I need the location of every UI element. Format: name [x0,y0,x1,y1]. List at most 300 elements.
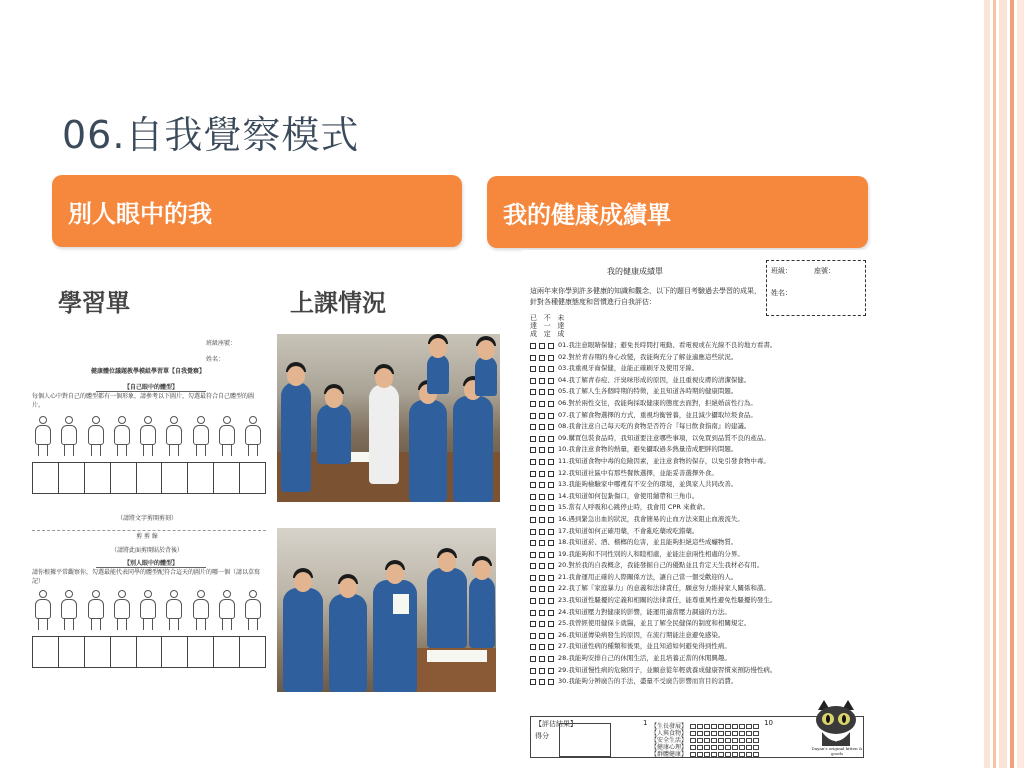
eval-cell[interactable] [697,724,703,729]
checkbox-icon[interactable] [548,355,554,361]
checkbox-icon[interactable] [548,610,554,616]
checkbox-icon[interactable] [539,540,545,546]
checkbox-icon[interactable] [539,389,545,395]
checkbox-icon[interactable] [548,366,554,372]
report-item-checkboxes[interactable] [530,398,554,410]
checkbox-icon[interactable] [530,389,536,395]
eval-cell[interactable] [718,724,724,729]
report-seat-label: 座號： [814,267,835,275]
checkbox-icon[interactable] [548,679,554,685]
eval-category-label: 【安全生活】 [651,737,688,744]
body-figure-icon [216,590,238,630]
worksheet-cut-label: 剪 剪 線 [136,533,158,540]
eval-cell[interactable] [704,724,710,729]
report-item [530,410,870,422]
checkbox-icon[interactable] [530,656,536,662]
eval-category-label: 【生長發展】 [651,723,688,730]
checkbox-icon[interactable] [539,459,545,465]
checkbox-icon[interactable] [548,598,554,604]
slide-title: 06.自我覺察模式 [62,113,360,157]
worksheet-figures-1 [32,416,264,458]
eval-cell[interactable] [704,738,710,743]
checkbox-icon[interactable] [530,471,536,477]
body-figure-icon [58,416,80,456]
worksheet-note1: （請將文字剪開剪刻） [116,515,177,522]
checkbox-icon[interactable] [530,540,536,546]
eval-category-label: 【健康心理】 [651,744,688,751]
report-item-text: 13.我能夠檢驗家中哪裡有不安全的環境，並與家人共同改善。 [558,480,738,489]
eval-cell[interactable] [725,745,731,750]
worksheet-sub1: 【自己眼中的體型】 [96,382,206,392]
eval-cell[interactable] [739,731,745,736]
eval-category-cells[interactable] [690,724,759,729]
checkbox-icon[interactable] [539,436,545,442]
checkbox-icon[interactable] [548,668,554,674]
report-item [530,456,870,468]
report-item-text: 21.我會運用正確的人際關係方法，讓自己當一個受歡迎的人。 [558,572,738,581]
report-item [530,572,870,584]
eval-cell[interactable] [739,738,745,743]
checkbox-icon[interactable] [539,355,545,361]
checkbox-icon[interactable] [539,529,545,535]
checkbox-icon[interactable] [539,679,545,685]
label-class-situation: 上課情況 [290,289,386,317]
eval-category [651,751,759,758]
checkbox-icon[interactable] [530,494,536,500]
eval-cell[interactable] [704,731,710,736]
checkbox-icon[interactable] [548,621,554,627]
checkbox-icon[interactable] [539,447,545,453]
checkbox-icon[interactable] [539,621,545,627]
checkbox-icon[interactable] [530,355,536,361]
report-item [530,549,870,561]
eval-cell[interactable] [746,731,752,736]
checkbox-icon[interactable] [539,343,545,349]
eval-cell[interactable] [697,745,703,750]
checkbox-icon[interactable] [539,644,545,650]
class-photo-1 [277,334,500,502]
report-item-checkboxes[interactable] [530,375,554,387]
checkbox-icon[interactable] [530,529,536,535]
body-figure-icon [137,416,159,456]
worksheet-text1: 每個人心中對自己的體型都有一個形象，請參考以下圖片，勾選最符合自己體型的圖片。 [32,393,255,409]
report-name-label: 姓名： [771,289,792,297]
eval-cell[interactable] [718,738,724,743]
report-intro: 這兩年來你學到許多健康的知識和觀念，以下的題目考驗過去學習的成果，針對各種健康態度和習慣進行自我評估： [530,287,761,306]
checkbox-icon[interactable] [530,482,536,488]
report-item-text: 18.我知道菸、酒、檳榔的危害，並且能夠拒絕這些成癮物質。 [558,538,738,547]
report-item-text: 02.對於青春期的身心改變，我能夠充分了解並適應這些狀況。 [558,352,738,361]
checkbox-icon[interactable] [539,505,545,511]
worksheet-heading: 健康體位議題教學模組學習單【自我覺察】 [90,368,205,375]
report-item [530,641,870,653]
report-item-text: 24.我知道壓力對健康的影響，能運用適當壓力調適的方法。 [558,607,731,616]
checkbox-icon[interactable] [548,529,554,535]
checkbox-icon[interactable] [539,413,545,419]
checkbox-icon[interactable] [530,413,536,419]
pill-health-report-label: 我的健康成績單 [503,200,671,229]
worksheet-info [206,336,236,368]
checkbox-icon[interactable] [530,378,536,384]
checkbox-icon[interactable] [548,517,554,523]
checkbox-icon[interactable] [548,424,554,430]
eval-cell[interactable] [725,731,731,736]
checkbox-icon[interactable] [530,366,536,372]
report-item-checkboxes[interactable] [530,502,554,514]
body-figure-icon [32,590,54,630]
eval-cell[interactable] [711,731,717,736]
report-item-text: 15.當有人呼吸和心跳停止時，我會用 CPR 來救命。 [558,503,709,512]
checkbox-icon[interactable] [539,482,545,488]
report-item [530,468,870,480]
eval-cell[interactable] [746,724,752,729]
eval-category-cells[interactable] [690,731,759,736]
eval-cell[interactable] [690,731,696,736]
checkbox-icon[interactable] [548,633,554,639]
eval-category [651,744,759,751]
checkbox-icon[interactable] [548,343,554,349]
report-item-checkboxes[interactable] [530,537,554,549]
report-item-text: 11.我知道食物中毒的危險因素，並注意食物的保存，以免引發食物中毒。 [558,456,770,465]
checkbox-icon[interactable] [530,517,536,523]
worksheet-text2: 請你根據平常觀察你，勾選最能代表同學的體型配符合這天的圖片的哪一個（請以草寫記） [32,569,261,585]
col-head: 不 [543,314,551,322]
checkbox-icon[interactable] [530,575,536,581]
checkbox-icon[interactable] [539,471,545,477]
eval-cell[interactable] [704,752,710,757]
report-item-checkboxes[interactable] [530,386,554,398]
eval-cell[interactable] [718,752,724,757]
report-item-text: 07.我了解食物選擇的方式，重視均衡營養，並且減少攝取垃圾食品。 [558,410,757,419]
report-item-checkboxes[interactable] [530,572,554,584]
eval-cell[interactable] [725,738,731,743]
report-item-checkboxes[interactable] [530,491,554,503]
report-item-text: 17.我知道如何正確用藥，不會亂吃藥或吃錯藥。 [558,526,699,535]
checkbox-icon[interactable] [548,459,554,465]
checkbox-icon[interactable] [539,378,545,384]
checkbox-icon[interactable] [530,679,536,685]
eval-cell[interactable] [732,738,738,743]
eval-cell[interactable] [746,738,752,743]
eval-cell[interactable] [746,745,752,750]
report-item [530,676,870,688]
eval-cell[interactable] [732,724,738,729]
eval-category-cells[interactable] [690,738,759,743]
report-item-checkboxes[interactable] [530,618,554,630]
checkbox-icon[interactable] [539,366,545,372]
checkbox-icon[interactable] [548,482,554,488]
eval-cell[interactable] [718,745,724,750]
checkbox-icon[interactable] [548,540,554,546]
eval-cell[interactable] [753,752,759,757]
report-item [530,583,870,595]
eval-category [651,723,759,730]
report-item-checkboxes[interactable] [530,421,554,433]
report-item [530,491,870,503]
health-report-card [522,250,872,762]
col-head: 定 [543,330,551,338]
eval-cell[interactable] [753,738,759,743]
eval-scale-right: 10 [764,719,773,727]
body-figure-icon [216,416,238,456]
eval-cell[interactable] [739,745,745,750]
report-item-checkboxes[interactable] [530,468,554,480]
report-item [530,363,870,375]
col-head: 已 [530,314,537,322]
report-item-checkboxes[interactable] [530,630,554,642]
report-item-text: 05.我了解人生各個時期的特徵，並且知道各時期的健康問題。 [558,387,738,396]
pill-health-report [487,176,868,248]
eval-cell[interactable] [690,752,696,757]
eval-score-label: 得分 [535,732,549,740]
report-item-text: 04.我了解青春痘、汗臭味形成的原因，並且重視皮膚的清潔保健。 [558,375,751,384]
report-item-text: 09.購買包裝食品時，我知道要注意哪些事項，以免買到品質不良的產品。 [558,433,770,442]
worksheet-image [26,330,271,705]
checkbox-icon[interactable] [539,586,545,592]
report-item-checkboxes[interactable] [530,363,554,375]
eval-cell[interactable] [711,724,717,729]
checkbox-icon[interactable] [539,424,545,430]
checkbox-icon[interactable] [548,389,554,395]
checkbox-icon[interactable] [530,610,536,616]
eval-scale-left: 1 [643,719,648,727]
checkbox-icon[interactable] [548,413,554,419]
report-item [530,340,870,352]
eval-cell[interactable] [690,724,696,729]
report-item [530,618,870,630]
eval-cell[interactable] [725,724,731,729]
checkbox-icon[interactable] [539,668,545,674]
checkbox-icon[interactable] [530,401,536,407]
report-item [530,665,870,677]
checkbox-icon[interactable] [539,633,545,639]
report-item-checkboxes[interactable] [530,595,554,607]
report-item-checkboxes[interactable] [530,583,554,595]
report-item [530,444,870,456]
checkbox-icon[interactable] [530,459,536,465]
body-figure-icon [111,590,133,630]
report-item-text: 10.我會注意食物的熱量，避免攝取過多熱量造成肥胖的問題。 [558,445,738,454]
body-figure-icon [85,416,107,456]
checkbox-icon[interactable] [548,378,554,384]
cat-icon [808,698,864,748]
checkbox-icon[interactable] [530,598,536,604]
eval-cell[interactable] [739,724,745,729]
eval-cell[interactable] [732,752,738,757]
body-figure-icon [85,590,107,630]
eval-title: 【評估結果】 [535,720,577,728]
worksheet-class-label: 班級座號： [206,340,237,347]
report-item-text: 28.我能夠安排自己的休閒生活，並且培養正當的休閒興趣。 [558,654,731,663]
body-figure-icon [190,416,212,456]
eval-category-label: 【群體健康】 [651,751,688,758]
report-item [530,479,870,491]
eval-cell[interactable] [732,745,738,750]
checkbox-icon[interactable] [530,644,536,650]
eval-category [651,730,759,737]
report-item [530,375,870,387]
report-title: 我的健康成績單 [607,267,663,276]
checkbox-icon[interactable] [548,436,554,442]
report-item-text: 30.我能夠分辨廣告的手法，盡量不受廣告影響而盲目的消費。 [558,677,738,686]
eval-cell[interactable] [739,752,745,757]
report-item [530,653,870,665]
checkbox-icon[interactable] [530,447,536,453]
checkbox-icon[interactable] [530,505,536,511]
eval-cell[interactable] [746,752,752,757]
report-item [530,607,870,619]
checkbox-icon[interactable] [548,494,554,500]
col-head: 達 [557,322,565,330]
checkbox-icon[interactable] [548,447,554,453]
body-figure-icon [32,416,54,456]
col-head: 成 [530,330,537,338]
report-item-checkboxes[interactable] [530,456,554,468]
report-item-text: 22.我了解『家庭暴力』的意義和法律責任，願意努力維持家人關係和諧。 [558,584,770,593]
eval-cell[interactable] [697,738,703,743]
report-item-text: 14.我知道如何包紮傷口，會使用繃帶和三角巾。 [558,491,699,500]
class-photo-2 [277,528,496,692]
report-item-checkboxes[interactable] [530,479,554,491]
eval-cell[interactable] [697,752,703,757]
report-item-checkboxes[interactable] [530,433,554,445]
eval-category [651,737,759,744]
report-item-checkboxes[interactable] [530,641,554,653]
report-item-checkboxes[interactable] [530,607,554,619]
cat-logo-caption: Dayan's original kitten & goods [811,746,863,756]
report-item-checkboxes[interactable] [530,676,554,688]
checkbox-icon[interactable] [548,471,554,477]
report-item-checkboxes[interactable] [530,410,554,422]
report-item-text: 08.我會注意自己每天吃的食物是否符合『每日飲食指南』的建議。 [558,422,751,431]
checkbox-icon[interactable] [530,436,536,442]
checkbox-icon[interactable] [530,424,536,430]
eval-category-label: 【人與食物】 [651,730,688,737]
report-item-checkboxes[interactable] [530,526,554,538]
checkbox-icon[interactable] [539,401,545,407]
report-item-text: 01.我注意眼睛保健；避免長時間打電動、看電視或在光線不良的地方看書。 [558,341,777,349]
report-item [530,514,870,526]
col-head: 達 [530,322,537,330]
checkbox-icon[interactable] [530,563,536,569]
checkbox-icon[interactable] [539,552,545,558]
worksheet-name-label: 姓名： [206,356,225,363]
body-figure-icon [163,416,185,456]
report-item [530,433,870,445]
body-figure-icon [242,590,264,630]
eval-cell[interactable] [711,738,717,743]
worksheet-grid-2 [32,636,266,668]
eval-cell[interactable] [753,745,759,750]
report-item-list [530,340,870,688]
eval-cell[interactable] [690,745,696,750]
checkbox-icon[interactable] [530,586,536,592]
checkbox-icon[interactable] [530,621,536,627]
eval-cell[interactable] [718,731,724,736]
checkbox-icon[interactable] [548,505,554,511]
checkbox-icon[interactable] [548,586,554,592]
checkbox-icon[interactable] [530,552,536,558]
report-item [530,537,870,549]
body-figure-icon [111,416,133,456]
report-item-text: 16.遇到緊急出血的狀況，我會簡易的止血方法來阻止血液流失。 [558,514,744,523]
report-item [530,386,870,398]
worksheet-figures-2 [32,590,264,632]
report-item [530,502,870,514]
eval-cell[interactable] [753,724,759,729]
report-item-checkboxes[interactable] [530,665,554,677]
checkbox-icon[interactable] [539,598,545,604]
eval-cell[interactable] [753,731,759,736]
checkbox-icon[interactable] [539,656,545,662]
report-item-checkboxes[interactable] [530,514,554,526]
eval-cell[interactable] [697,731,703,736]
report-item [530,398,870,410]
cat-logo [808,698,864,754]
report-item-text: 03.我重視牙齒保健，並能正確刷牙及使用牙線。 [558,364,699,373]
eval-cell[interactable] [732,731,738,736]
checkbox-icon[interactable] [539,563,545,569]
report-item-checkboxes[interactable] [530,560,554,572]
report-item-checkboxes[interactable] [530,352,554,364]
checkbox-icon[interactable] [530,343,536,349]
checkbox-icon[interactable] [548,656,554,662]
report-item-text: 23.我知道性騷擾的定義和相關的法律責任，能尊重異性避免性騷擾的發生。 [558,596,777,605]
checkbox-icon[interactable] [539,575,545,581]
report-item [530,526,870,538]
checkbox-icon[interactable] [548,575,554,581]
eval-cell[interactable] [711,752,717,757]
body-figure-icon [137,590,159,630]
checkbox-icon[interactable] [539,610,545,616]
report-item-text: 27.我知道性病的種類和後果，並且知道如何避免得到性病。 [558,642,731,651]
pill-others-view-label: 別人眼中的我 [68,199,212,228]
report-item-checkboxes[interactable] [530,653,554,665]
report-item-text: 29.我知道慢性病的危險因子，並願意從年輕就養成健康習慣來預防慢性病。 [558,665,777,674]
checkbox-icon[interactable] [548,644,554,650]
checkbox-icon[interactable] [539,494,545,500]
eval-cell[interactable] [704,745,710,750]
body-figure-icon [242,416,264,456]
col-head: 成 [557,330,565,338]
report-item-text: 12.我知道社區中有那些餐飲選擇，並能妥善選擇外食。 [558,468,718,477]
checkbox-icon[interactable] [548,401,554,407]
checkbox-icon[interactable] [539,517,545,523]
checkbox-icon[interactable] [530,633,536,639]
report-item-text: 26.我知道傳染病發生的原因，在流行期能注意避免感染。 [558,630,725,639]
checkbox-icon[interactable] [548,563,554,569]
worksheet-grid-1 [32,462,266,494]
eval-cell[interactable] [711,745,717,750]
report-item-checkboxes[interactable] [530,549,554,561]
worksheet-note2: （請將此面剪開貼於背後） [110,547,183,554]
body-figure-icon [58,590,80,630]
report-item-checkboxes[interactable] [530,444,554,456]
report-item [530,560,870,572]
col-head: 一 [543,322,551,330]
checkbox-icon[interactable] [548,552,554,558]
eval-categories [651,723,759,758]
report-item-checkboxes[interactable] [530,340,554,352]
eval-cell[interactable] [690,738,696,743]
eval-category-cells[interactable] [690,752,759,757]
eval-category-cells[interactable] [690,745,759,750]
report-item-text: 20.對於我的自我概念，我能發掘自己的優點並且肯定天生我材必有用。 [558,561,764,570]
report-item [530,352,870,364]
eval-cell[interactable] [725,752,731,757]
worksheet-sub2: 【別人眼中的體型】 [96,558,206,568]
checkbox-icon[interactable] [530,668,536,674]
